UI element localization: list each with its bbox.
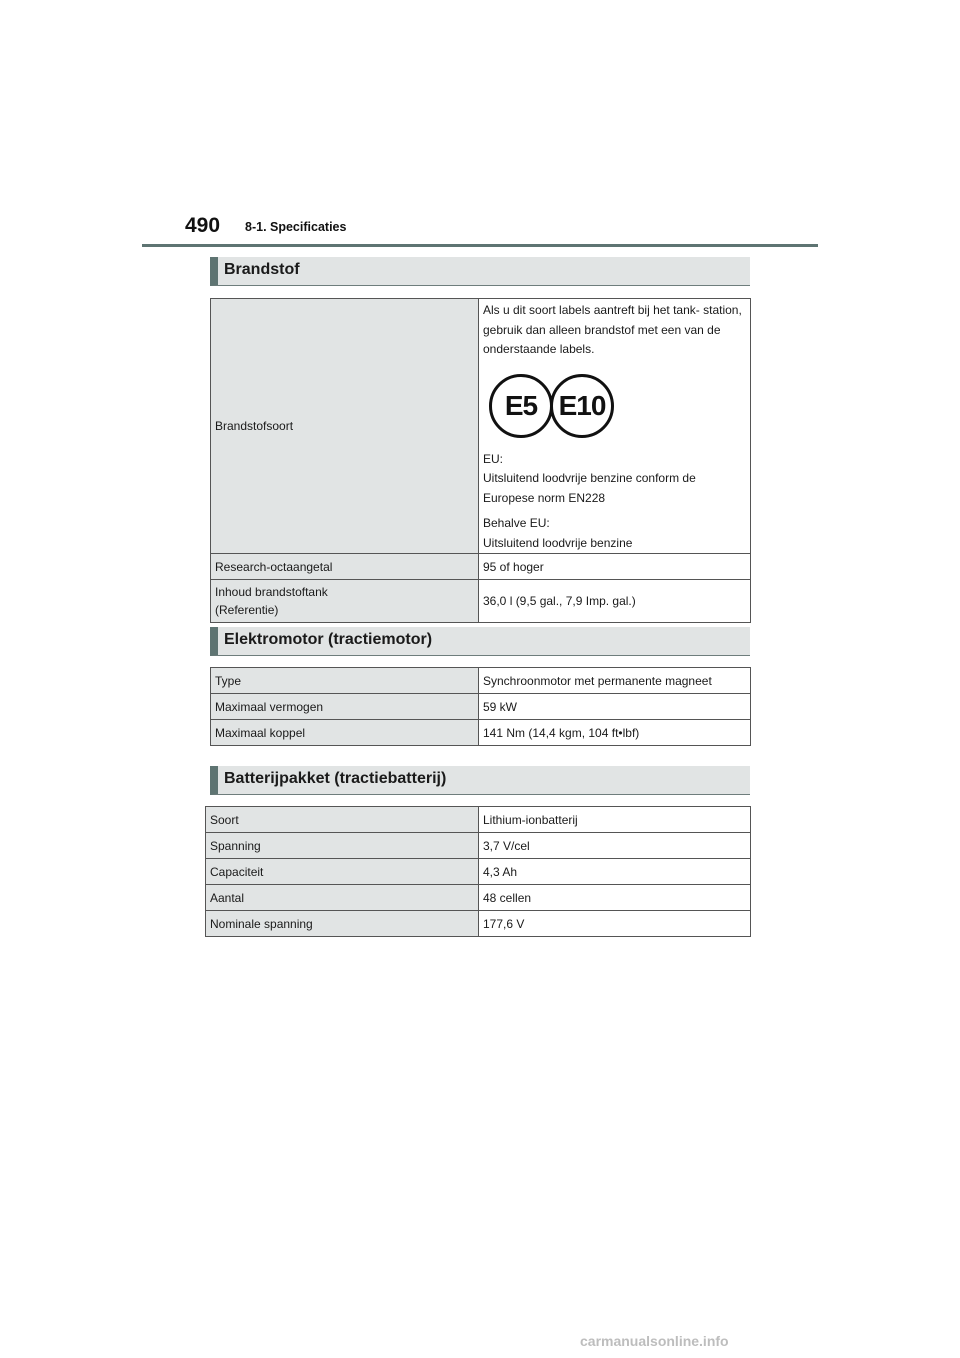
- section-header-fuel: [210, 257, 750, 286]
- octane-value: 95 of hoger: [479, 554, 751, 580]
- cell-count-label: Aantal: [206, 885, 479, 911]
- table-row: [211, 580, 751, 623]
- nominal-voltage-label: Nominale spanning: [206, 911, 479, 937]
- e5-badge: E5: [489, 374, 553, 438]
- table-row: [211, 694, 751, 720]
- max-torque-label: Maximaal koppel: [211, 720, 479, 746]
- fuel-type-label: Brandstofsoort: [211, 299, 479, 554]
- cell-voltage-label: Spanning: [206, 833, 479, 859]
- capacity-value: 4,3 Ah: [479, 859, 751, 885]
- battery-kind-label: Soort: [206, 807, 479, 833]
- eu-heading: EU:: [483, 451, 504, 466]
- table-row: [206, 833, 751, 859]
- tank-capacity-value: 36,0 l (9,5 gal., 7,9 Imp. gal.): [479, 580, 751, 623]
- fuel-label-badges: [483, 374, 746, 442]
- section-header-motor: [210, 627, 750, 656]
- page-number: 490: [185, 214, 221, 237]
- table-row: [206, 859, 751, 885]
- fuel-type-intro: Als u dit soort labels aantreft bij het tank- station, gebruik dan alleen brandstof met een van de onderstaande labels.: [483, 303, 742, 356]
- motor-table: [210, 667, 751, 746]
- max-power-value: 59 kW: [479, 694, 751, 720]
- tank-capacity-label: [211, 580, 479, 623]
- table-row: [206, 807, 751, 833]
- octane-label: Research-octaangetal: [211, 554, 479, 580]
- nominal-voltage-value: 177,6 V: [479, 911, 751, 937]
- max-torque-value: 141 Nm (14,4 kgm, 104 ft•lbf): [479, 720, 751, 746]
- eu-text: Uitsluitend loodvrije benzine conform de Europese norm EN228: [483, 471, 696, 505]
- table-row: [211, 554, 751, 580]
- section-title-fuel: Brandstof: [224, 261, 300, 278]
- chapter-title: 8-1. Specificaties: [245, 220, 347, 234]
- header-rule: [142, 244, 818, 247]
- battery-kind-value: Lithium-ionbatterij: [479, 807, 751, 833]
- fuel-type-value: [479, 299, 751, 554]
- table-row: [206, 911, 751, 937]
- battery-table: [205, 806, 751, 937]
- section-title-motor: Elektromotor (tractiemotor): [224, 631, 433, 648]
- capacity-label: Capaciteit: [206, 859, 479, 885]
- section-header-battery: [210, 766, 750, 795]
- section-title-battery: Batterijpakket (tractiebatterij): [224, 770, 447, 787]
- table-row: [211, 299, 751, 554]
- table-row: [206, 885, 751, 911]
- motor-type-value: Synchroonmotor met permanente magneet: [479, 668, 751, 694]
- tank-capacity-label-line2: (Referentie): [215, 603, 279, 617]
- table-row: [211, 720, 751, 746]
- fuel-table: [210, 298, 751, 623]
- cell-count-value: 48 cellen: [479, 885, 751, 911]
- cell-voltage-value: 3,7 V/cel: [479, 833, 751, 859]
- non-eu-text: Uitsluitend loodvrije benzine: [483, 535, 633, 550]
- tank-capacity-label-line1: Inhoud brandstoftank: [215, 585, 328, 599]
- max-power-label: Maximaal vermogen: [211, 694, 479, 720]
- watermark: carmanualsonline.info: [580, 1333, 729, 1349]
- motor-type-label: Type: [211, 668, 479, 694]
- table-row: [211, 668, 751, 694]
- non-eu-heading: Behalve EU:: [483, 516, 550, 530]
- e10-badge: E10: [550, 374, 614, 438]
